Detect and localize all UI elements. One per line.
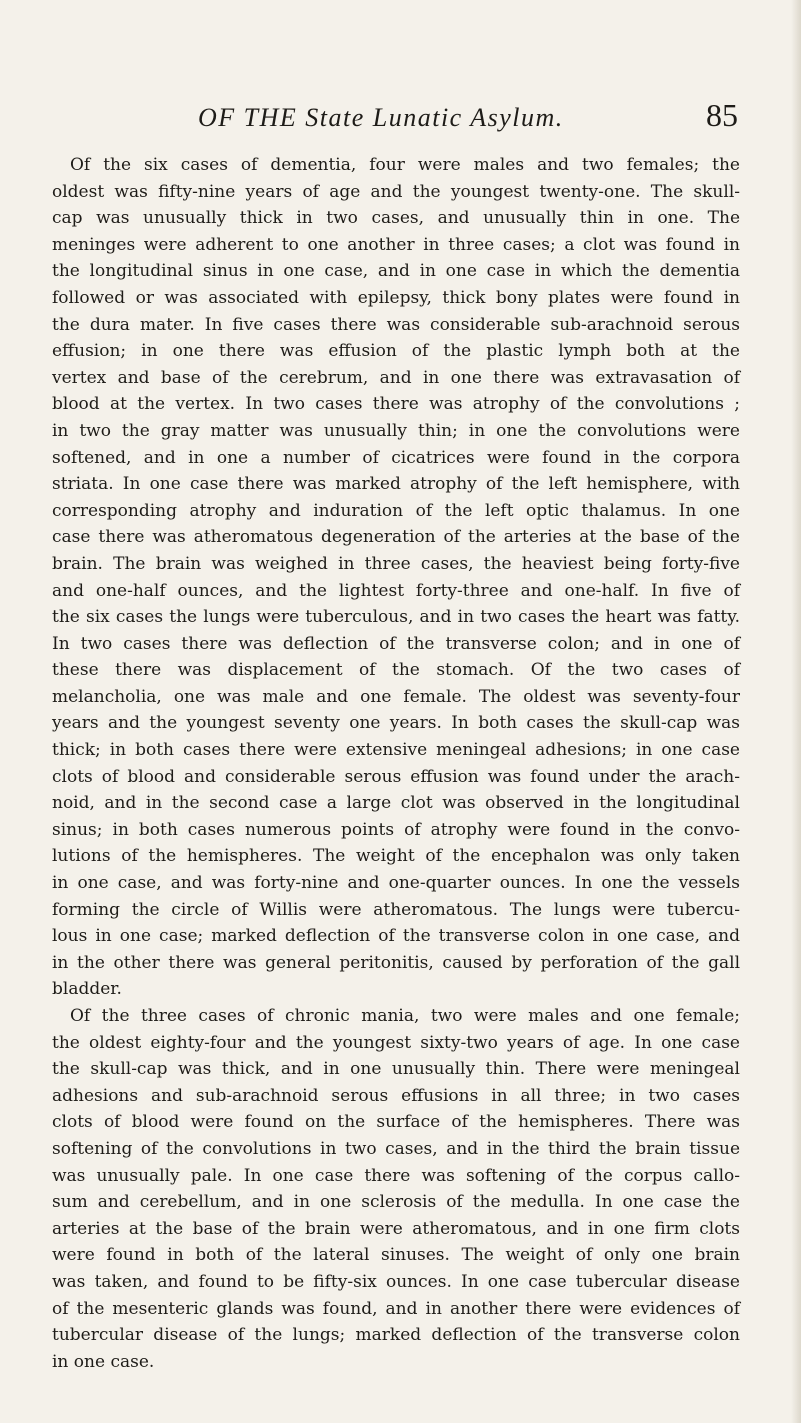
body-text bbox=[52, 152, 740, 1375]
text-line: tubercular disease of the lungs; marked deflection of the transverse colon bbox=[52, 1325, 740, 1346]
page-number: 85 bbox=[706, 97, 738, 133]
text-line: vertex and base of the cerebrum, and in one there was extravasation of bbox=[52, 367, 740, 388]
text-line: noid, and in the second case a large clot was observed in the longitudinal bbox=[52, 793, 740, 814]
text-line: sinus; in both cases numerous points of atrophy were found in the convo- bbox=[52, 819, 740, 840]
text-line: brain. The brain was weighed in three cases, the heaviest being forty-five bbox=[52, 553, 740, 574]
text-line: these there was displacement of the stomach. Of the two cases of bbox=[52, 660, 740, 681]
text-line: adhesions and sub-arachnoid serous effusions in all three; in two cases bbox=[52, 1085, 740, 1106]
text-line: clots of blood and considerable serous effusion was found under the arach- bbox=[52, 766, 740, 787]
text-line: was taken, and found to be fifty-six ounces. In one case tubercular disease bbox=[52, 1271, 740, 1292]
text-line: forming the circle of Willis were atheromatous. The lungs were tubercu- bbox=[52, 899, 740, 920]
text-line: case there was atheromatous degeneration of the arteries at the base of the bbox=[52, 527, 740, 548]
text-line: and one-half ounces, and the lightest forty-three and one-half. In five of bbox=[52, 580, 740, 601]
text-line: lutions of the hemispheres. The weight of the encephalon was only taken bbox=[52, 846, 740, 867]
text-line: the longitudinal sinus in one case, and in one case in which the dementia bbox=[52, 261, 740, 282]
text-line: in the other there was general peritonitis, caused by perforation of the gall bbox=[52, 952, 740, 973]
text-line: were found in both of the lateral sinuses. The weight of only one brain bbox=[52, 1245, 740, 1266]
text-line: of the mesenteric glands was found, and in another there were evidences of bbox=[52, 1298, 740, 1319]
text-line: Of the six cases of dementia, four were males and two females; the bbox=[70, 155, 740, 175]
text-line: oldest was fifty-nine years of age and the youngest twenty-one. The skull- bbox=[52, 181, 740, 202]
text-line: effusion; in one there was effusion of the plastic lymph both at the bbox=[52, 341, 740, 362]
text-line: bladder. bbox=[52, 979, 122, 1000]
text-line: in one case, and was forty-nine and one-quarter ounces. In one the vessels bbox=[52, 873, 740, 894]
text-line: lous in one case; marked deflection of the transverse colon in one case, and bbox=[52, 926, 740, 947]
text-line: softened, and in one a number of cicatrices were found in the corpora bbox=[52, 447, 740, 468]
text-line: thick; in both cases there were extensive meningeal adhesions; in one case bbox=[52, 740, 740, 761]
text-line: the skull-cap was thick, and in one unusually thin. There were meningeal bbox=[52, 1059, 740, 1080]
text-line: was unusually pale. In one case there was softening of the corpus callo- bbox=[52, 1165, 740, 1186]
text-line: cap was unusually thick in two cases, and unusually thin in one. The bbox=[52, 208, 740, 229]
text-line: the six cases the lungs were tuberculous, and in two cases the heart was fatty. bbox=[52, 607, 740, 628]
text-line: melancholia, one was male and one female. The oldest was seventy-four bbox=[52, 686, 740, 707]
page-edge-shadow bbox=[791, 0, 801, 1423]
text-line: blood at the vertex. In two cases there was atrophy of the convolutions ; bbox=[52, 394, 740, 415]
text-line: followed or was associated with epilepsy, thick bony plates were found in bbox=[52, 287, 740, 308]
text-line: the dura mater. In five cases there was considerable sub-arachnoid serous bbox=[52, 314, 740, 335]
running-head: OF THE State Lunatic Asylum. bbox=[198, 103, 564, 132]
text-line: corresponding atrophy and induration of the left optic thalamus. In one bbox=[52, 500, 740, 521]
text-line: meninges were adherent to one another in three cases; a clot was found in bbox=[52, 234, 740, 255]
text-line: arteries at the base of the brain were atheromatous, and in one firm clots bbox=[52, 1218, 740, 1239]
text-line: Of the three cases of chronic mania, two were males and one female; bbox=[70, 1006, 740, 1026]
text-line: striata. In one case there was marked atrophy of the left hemisphere, with bbox=[52, 474, 740, 495]
text-line: the oldest eighty-four and the youngest sixty-two years of age. In one case bbox=[52, 1032, 740, 1053]
text-line: in one case. bbox=[52, 1351, 155, 1372]
text-line: clots of blood were found on the surface of the hemispheres. There was bbox=[52, 1112, 740, 1133]
text-line: years and the youngest seventy one years. In both cases the skull-cap was bbox=[52, 713, 740, 734]
text-line: In two cases there was deflection of the transverse colon; and in one of bbox=[52, 633, 740, 654]
text-line: softening of the convolutions in two cases, and in the third the brain tissue bbox=[52, 1138, 740, 1159]
text-line: in two the gray matter was unusually thin; in one the convolutions were bbox=[52, 420, 740, 441]
page-header bbox=[198, 97, 738, 141]
text-line: sum and cerebellum, and in one sclerosis of the medulla. In one case the bbox=[52, 1192, 740, 1213]
